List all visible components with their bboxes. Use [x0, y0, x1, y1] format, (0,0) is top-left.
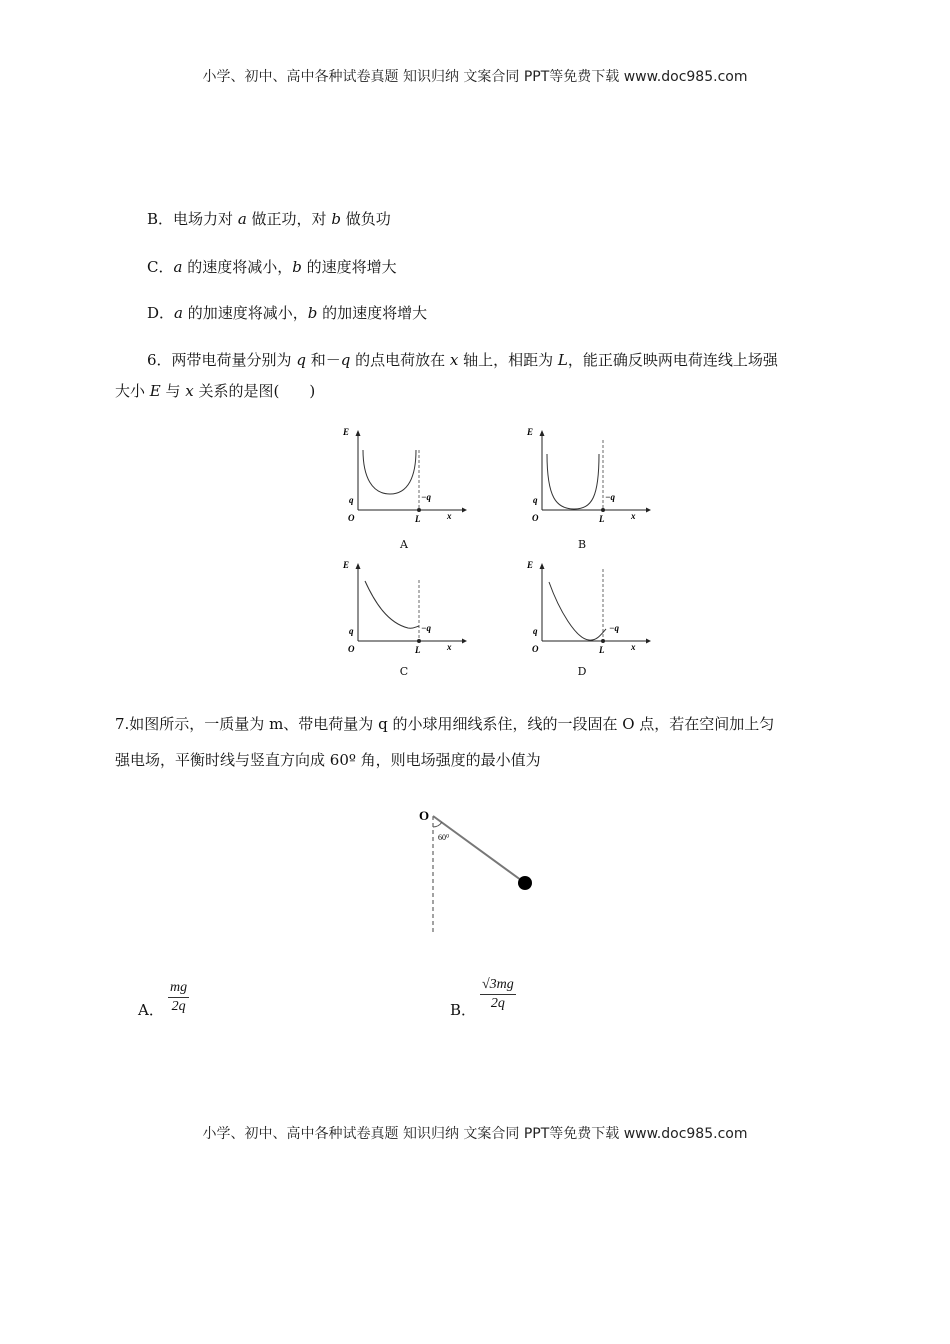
- graph-b: [524, 422, 654, 534]
- numerator: √3mg: [480, 977, 516, 995]
- field-curve: [547, 454, 599, 509]
- label-L: L: [599, 645, 605, 655]
- label-q: q: [533, 626, 538, 636]
- text: 轴上，相距为: [458, 351, 558, 369]
- q7-option-b-fraction: [480, 977, 516, 1012]
- var-L: L: [557, 351, 568, 369]
- y-axis-arrow: [356, 430, 361, 436]
- y-axis-arrow: [540, 563, 545, 569]
- text: 关系的是图( ): [193, 382, 316, 400]
- var-b: b: [331, 210, 341, 228]
- label-E: E: [527, 427, 534, 437]
- pendulum-figure: [410, 800, 540, 940]
- label-O: O: [419, 808, 430, 823]
- angle-label: 60⁰: [438, 833, 450, 842]
- charge-point: [601, 508, 605, 512]
- charge-point: [417, 508, 421, 512]
- label-neg-q: −q: [421, 492, 431, 502]
- label-O: O: [348, 513, 355, 523]
- thread: [433, 816, 525, 883]
- q5-option-b: [147, 208, 391, 230]
- y-axis-arrow: [540, 430, 545, 436]
- text: 的加速度将增大: [317, 304, 428, 322]
- page-header: 小学、初中、高中各种试卷真题 知识归纳 文案合同 PPT等免费下载 www.doc985.com: [202, 69, 748, 85]
- var-x: x: [185, 382, 194, 400]
- q5-option-d: [147, 302, 427, 324]
- label-neg-q: −q: [421, 623, 431, 633]
- field-curve: [549, 582, 606, 640]
- denominator: 2q: [171, 999, 186, 1014]
- q6-stem-line1: [147, 349, 778, 371]
- y-axis-arrow: [356, 563, 361, 569]
- label-q: q: [349, 626, 354, 636]
- var-a: a: [173, 258, 183, 276]
- q7-option-a-label: A．: [138, 1001, 164, 1019]
- text: 和－: [305, 351, 341, 369]
- text: 的速度将增大: [301, 258, 397, 276]
- text: 电场力对: [173, 210, 238, 228]
- label-L: L: [415, 514, 421, 524]
- text: ，能正确反映两电荷连线上场强: [567, 351, 778, 369]
- q7-stem-line2: 强电场，平衡时线与竖直方向成 60º 角，则电场强度的最小值为: [115, 751, 541, 769]
- option-label: C．: [147, 258, 174, 276]
- label-neg-q: −q: [609, 623, 619, 633]
- label-neg-q: −q: [605, 492, 615, 502]
- var-b: b: [292, 258, 302, 276]
- text: 大小: [115, 382, 150, 400]
- caption-b: B: [577, 538, 587, 551]
- label-x: x: [447, 511, 452, 521]
- label-q: q: [533, 495, 538, 505]
- label-E: E: [343, 560, 350, 570]
- var-a: a: [174, 304, 183, 322]
- text: 的速度将减小，: [182, 258, 293, 276]
- var-q: q: [340, 351, 351, 369]
- label-O: O: [532, 644, 539, 654]
- var-E: E: [149, 382, 161, 400]
- q5-option-c: [147, 256, 397, 278]
- q7-option-a-fraction: [168, 980, 189, 1015]
- q6-stem-line2: [115, 380, 315, 402]
- option-label: B．: [147, 210, 174, 228]
- var-q: q: [296, 351, 306, 369]
- text: 6．两带电荷量分别为: [147, 351, 297, 369]
- option-label: D．: [147, 304, 175, 322]
- label-x: x: [447, 642, 452, 652]
- field-curve: [363, 450, 416, 494]
- label-x: x: [631, 642, 636, 652]
- caption-a: A: [400, 538, 408, 551]
- x-axis-arrow: [646, 508, 651, 513]
- label-L: L: [415, 645, 421, 655]
- field-curve: [365, 581, 419, 628]
- text: 的加速度将减小，: [182, 304, 308, 322]
- page-footer: 小学、初中、高中各种试卷真题 知识归纳 文案合同 PPT等免费下载 www.doc985.com: [202, 1126, 748, 1142]
- caption-c: C: [399, 665, 409, 678]
- charge-point: [417, 639, 421, 643]
- var-b: b: [307, 304, 318, 322]
- numerator: mg: [168, 980, 189, 998]
- text: 做正功，对: [246, 210, 332, 228]
- denominator: 2q: [490, 996, 505, 1011]
- q7-stem-line1: 7.如图所示，一质量为 m、带电荷量为 q 的小球用细线系住，线的一段固在 O 点，若在空间加上匀: [115, 715, 775, 733]
- label-O: O: [532, 513, 539, 523]
- x-axis-arrow: [646, 639, 651, 644]
- var-x: x: [449, 351, 459, 369]
- text: 做负功: [340, 210, 391, 228]
- label-E: E: [343, 427, 350, 437]
- label-x: x: [631, 511, 636, 521]
- x-axis-arrow: [462, 639, 467, 644]
- charge-point: [601, 639, 605, 643]
- graph-a: [340, 422, 470, 534]
- label-L: L: [599, 514, 605, 524]
- q7-option-b-label: B．: [450, 1001, 477, 1019]
- label-q: q: [349, 495, 354, 505]
- x-axis-arrow: [462, 508, 467, 513]
- caption-d: D: [577, 665, 587, 678]
- charged-ball: [518, 876, 532, 890]
- text: 的点电荷放在: [350, 351, 450, 369]
- var-a: a: [237, 210, 247, 228]
- label-O: O: [348, 644, 355, 654]
- graph-d: [524, 555, 654, 667]
- graph-c: [340, 555, 470, 667]
- label-E: E: [527, 560, 534, 570]
- text: 与: [160, 382, 186, 400]
